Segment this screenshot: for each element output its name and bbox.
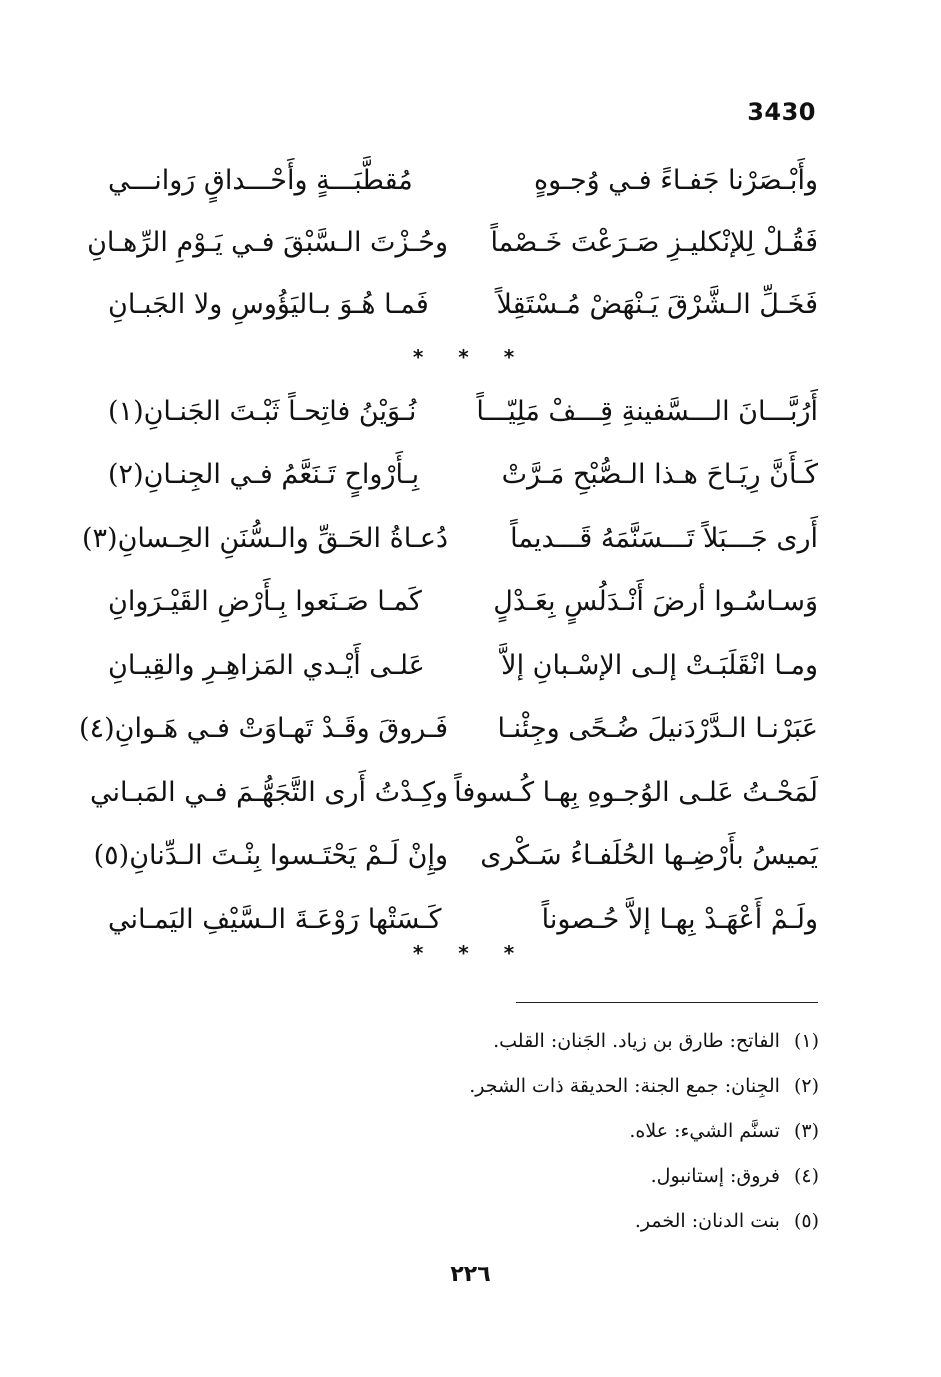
verse-line (108, 634, 818, 698)
verse-line (108, 444, 818, 508)
verse-line (81, 507, 818, 571)
footnote-number: (١) (793, 1029, 819, 1052)
first-hemistich: فَخَـلِّ الـشَّرْقَ يَـنْهَضْ مُـسْتَقِلاً (496, 288, 818, 320)
verse-line (79, 698, 818, 762)
footnote-number: (٤) (793, 1164, 819, 1187)
second-hemistich: وكِـدْتُ أَرى التَّجَهُّـمَ فـي المَبـاني (90, 776, 448, 808)
footnote-text: فروق: إستانبول. (650, 1164, 780, 1187)
first-hemistich: فَقُـلْ لِلإنْكليـزِ صَـرَعْتَ خَـصْماً (490, 226, 818, 258)
first-hemistich: يَميسُ بأَرْضِـها الحُلَفـاءُ سَـكْرى (480, 840, 818, 872)
second-hemistich: نُـوَيْنُ فاتِحـاً ثَبْـتَ الجَنـانِ(١) (108, 395, 417, 427)
second-hemistich: وإِنْ لَـمْ يَحْتَـسوا بِنْـتَ الـدِّنانِ(٥) (93, 840, 448, 872)
first-hemistich: عَبَرْنـا الـدَّرْدَنيلَ ضُـحًى وجِئْنـا (497, 713, 818, 745)
second-hemistich: كَـسَتْها رَوْعَـةَ الـسَّيْفِ اليَمـاني (108, 903, 442, 935)
verse-line (93, 825, 818, 889)
page-number: ٢٢٦ (450, 1262, 491, 1287)
section-separator: * * * (412, 941, 529, 965)
second-hemistich: كَمـا صَـنَعوا بِـأَرْضِ القَيْـرَوانِ (108, 586, 422, 618)
first-hemistich: كَـأَنَّ رِيَـاحَ هـذا الـصُّبْحِ مَـرَّتْ (501, 459, 818, 491)
first-hemistich: أَرى جَـــبَلاً تَـــسَنَّمَهُ قَـــديماً (510, 522, 818, 554)
first-hemistich: وَسـاسُـوا أرضَ أَنْـدَلُسٍ بِعَـدْلٍ (493, 586, 818, 618)
page-id-number: 3430 (747, 98, 816, 126)
footnote-number: (٢) (793, 1074, 819, 1097)
footnote-item (119, 1018, 819, 1063)
verse-line (87, 212, 818, 274)
poem-stanza-1 (87, 150, 818, 336)
first-hemistich: لَمَحْـتُ عَلـى الوُجـوهِ بِهـا كُـسوفاً (454, 776, 818, 808)
verse-line (108, 150, 818, 212)
verse-line (90, 761, 818, 825)
footnote-item (119, 1108, 819, 1153)
footnote-item (119, 1063, 819, 1108)
second-hemistich: مُقطَّبَـــةٍ وأَحْـــداقٍ رَوانـــي (108, 164, 413, 196)
second-hemistich: بِـأَرْواحٍ تَـنَعَّمُ فـي الجِنـانِ(٢) (108, 459, 420, 491)
verse-line (108, 274, 818, 336)
first-hemistich: ولَـمْ أَعْهَـدْ بِهـا إلاَّ حُـصوناً (541, 903, 818, 935)
verse-line (108, 380, 818, 444)
poem-stanza-2 (79, 380, 818, 952)
footnotes-list (119, 1018, 819, 1243)
footnote-text: الفاتح: طارق بن زياد. الجَنان: القلب. (493, 1029, 780, 1052)
second-hemistich: فَـروقَ وقَـدْ تَهـاوَتْ فـي هَـوانِ(٤) (79, 713, 448, 745)
first-hemistich: ومـا انْقَلَبَـتْ إلـى الإسْـبانِ إلاَّ (501, 649, 818, 681)
footnote-text: بنت الدنان: الخمر. (634, 1209, 780, 1232)
section-separator: * * * (412, 345, 529, 369)
second-hemistich: وحُـزْتَ الـسَّبْقَ فـي يَـوْمِ الرِّهـانِ (87, 226, 448, 258)
footnote-number: (٥) (793, 1209, 819, 1232)
footnote-number: (٣) (793, 1119, 819, 1142)
second-hemistich: دُعـاةُ الحَـقِّ والـسُّنَنِ الحِـسانِ(٣) (81, 522, 448, 554)
first-hemistich: وأَبْـصَرْنا جَفـاءً فـي وُجـوهٍ (533, 164, 818, 196)
footnote-divider (516, 1002, 818, 1003)
verse-line (108, 571, 818, 635)
footnote-text: تسنَّم الشيء: علاه. (629, 1119, 780, 1142)
footnote-text: الجِنان: جمع الجنة: الحديقة ذات الشجر. (469, 1074, 780, 1097)
second-hemistich: عَلـى أَيْـدي المَزاهِـرِ والقِيـانِ (108, 649, 425, 681)
second-hemistich: فَمـا هُـوَ بـاليَؤُوسِ ولا الجَبـانِ (108, 288, 429, 320)
footnote-item (119, 1198, 819, 1243)
footnote-item (119, 1153, 819, 1198)
first-hemistich: أَرُبَّـــانَ الـــسَّفينةِ قِـــفْ مَلِيّـــاً (476, 395, 818, 427)
